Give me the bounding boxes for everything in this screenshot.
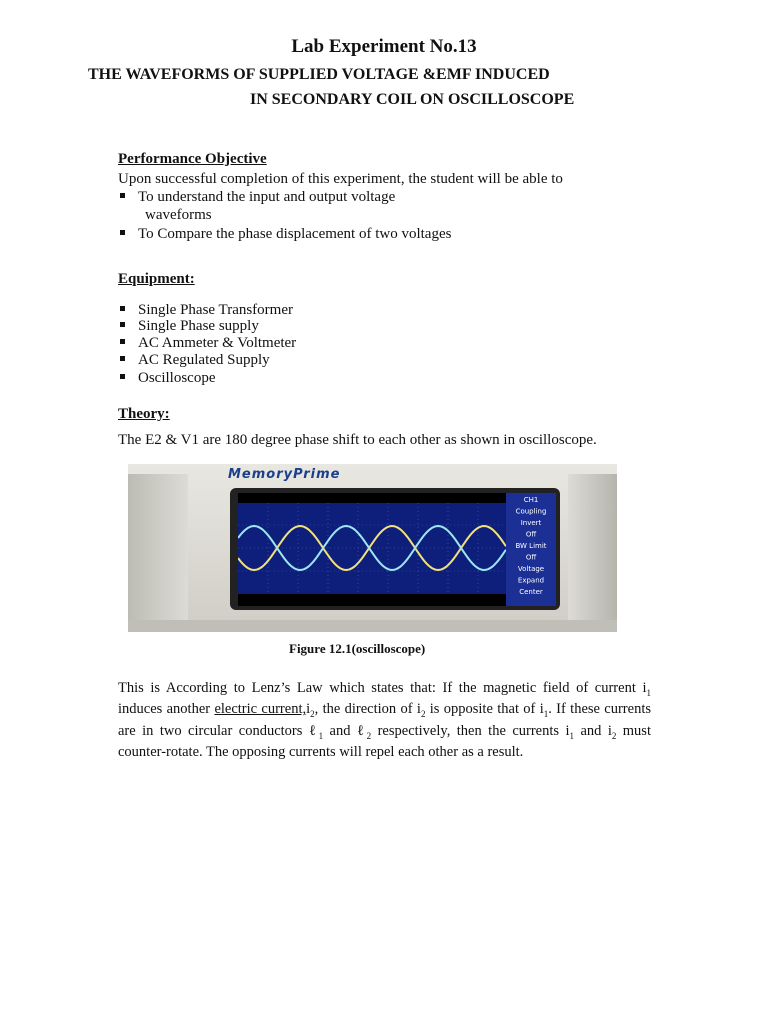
equipment-item: [120, 335, 296, 352]
page-title: Lab Experiment No.13: [291, 36, 477, 57]
objective-bullet-1: [120, 189, 395, 206]
oscilloscope-photo: [128, 464, 617, 632]
lenz-law-paragraph: This is According to Lenz’s Law which states that: If the magnetic field of current $i_1$ induces another electric $current,i_2$, the direction of $i_2$ is opposite that of $i_1$. If these currents are in two circular conductors ℓ$_1$ and ℓ$_2$ respectively, then the currents $i_1$ and $i_2$ must counter-rotate. The opposing currents will repel each other as a result.: [118, 680, 651, 761]
objective-bullet-1-text: To understand the input and output voltage: [138, 189, 396, 205]
equipment-item: [120, 352, 270, 369]
equipment-item-text: Single Phase supply: [138, 318, 259, 334]
electric-current-link[interactable]: electric current,: [214, 701, 307, 718]
scope-menu-label: Off: [525, 553, 537, 562]
theory-heading: Theory:: [118, 406, 170, 422]
equipment-item-text: AC Regulated Supply: [138, 352, 270, 368]
scope-menu-label: BW Limit: [515, 542, 547, 550]
equipment-item-text: AC Ammeter & Voltmeter: [138, 335, 297, 351]
scope-menu-label: Expand: [517, 576, 545, 585]
oscilloscope-screen: [238, 493, 556, 606]
oscilloscope-brand-logo: MemoryPrime: [228, 467, 341, 482]
subtitle-line-1: THE WAVEFORMS OF SUPPLIED VOLTAGE &EMF INDUCED: [88, 66, 550, 83]
equipment-heading: Equipment:: [118, 271, 195, 287]
scope-menu-label: Coupling: [515, 507, 547, 516]
equipment-item-text: Single Phase Transformer: [138, 302, 293, 318]
scope-menu-label: Voltage: [517, 565, 545, 573]
scope-menu-label: Center: [519, 588, 543, 596]
performance-intro: Upon successful completion of this experiment, the student will be able to: [118, 171, 563, 187]
objective-bullet-2-text: To Compare the phase displacement of two voltages: [138, 226, 452, 242]
objective-bullet-1-continuation: waveforms: [145, 207, 212, 223]
figure-caption: Figure 12.1(oscilloscope): [289, 641, 426, 656]
scope-menu-label: CH1: [523, 496, 539, 504]
scope-menu-label: Off: [525, 530, 537, 539]
subtitle-line-2: IN SECONDARY COIL ON OSCILLOSCOPE: [250, 91, 575, 108]
equipment-item: [120, 370, 215, 387]
scope-menu-label: Invert: [520, 519, 542, 527]
equipment-item: [120, 302, 293, 319]
equipment-item: [120, 318, 259, 335]
objective-bullet-2: [120, 226, 451, 243]
theory-text: The E2 & V1 are 180 degree phase shift to each other as shown in oscilloscope.: [118, 432, 597, 448]
performance-objective-heading: Performance Objective: [118, 151, 267, 167]
equipment-item-text: Oscilloscope: [138, 370, 216, 386]
